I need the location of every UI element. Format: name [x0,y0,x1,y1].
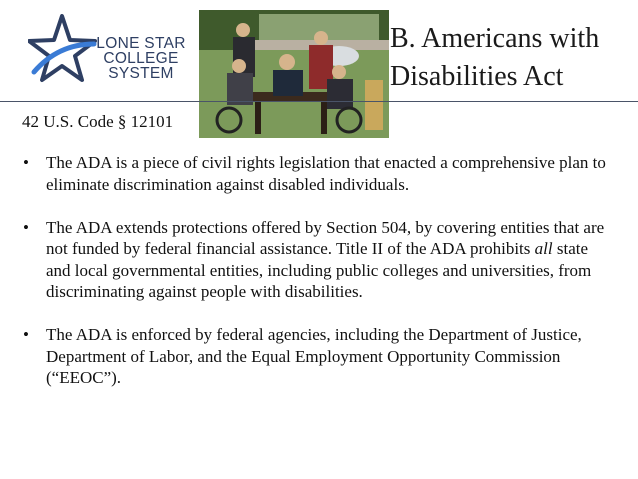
bullet-icon: • [23,217,29,237]
bullet-text-after: state and local governmental entities, including public colleges and universities, from discriminating against people with disabilities. [46,239,592,301]
logo-wordmark [94,36,188,81]
bullet-list [22,152,612,410]
bullet-text-before: The ADA extends protections offered by Section 504, by covering entities that are not funded by federal financial assistance. Title II of the ADA prohibits [46,217,605,258]
bill-signing-photo [199,10,389,138]
list-item [22,217,612,303]
title-line-1: B. Americans with [390,23,600,54]
bullet-text [46,218,604,302]
bullet-icon: • [23,153,29,172]
slide-title [390,20,599,96]
bullet-text: The ADA is enforced by federal agencies, including the Department of Justice, Department of Labor, and the Equal Employment Opportunity Commission (“EEOC”). [46,325,582,387]
logo-line-1: LONE STAR [96,35,186,52]
header-divider [0,101,638,102]
lone-star-college-logo [28,14,188,92]
title-line-2: Disabilities Act [390,61,564,92]
list-item [22,324,612,389]
logo-line-3: SYSTEM [108,65,174,82]
bullet-text: The ADA is a piece of civil rights legislation that enacted a comprehensive plan to eliminate discrimination against disabled individuals. [46,153,606,194]
bullet-icon: • [23,325,29,344]
star-swoosh-icon [28,14,98,92]
code-reference: 42 U.S. Code § 12101 [22,112,174,131]
logo-line-2: COLLEGE [103,50,179,67]
bullet-text-emphasis: all [534,239,553,258]
list-item [22,152,612,195]
